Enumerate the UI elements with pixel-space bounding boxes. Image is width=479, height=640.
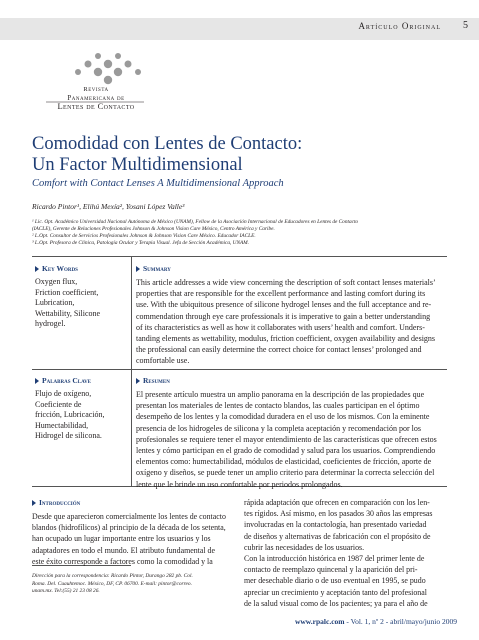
summary-line: comfortable use. [136, 356, 190, 366]
title-line-1: Comodidad con Lentes de Contacto: [32, 134, 303, 154]
footer-issue: - Vol. 1, nº 2 - abril/mayo/junio 2009 [344, 617, 457, 626]
resumen-heading [136, 376, 170, 385]
article-title [32, 134, 452, 176]
keywords-heading-text: Key Words [42, 264, 78, 273]
introduccion-heading-text: Introducción [39, 498, 81, 507]
resumen-line: presentan los materiales de lentes de contacto blandos, las cuales participan en el óptimo [136, 401, 420, 411]
summary-line: of its characteristics as well as how it collaborates with users’ health and comfort. Unders- [136, 322, 425, 332]
arrow-icon [136, 266, 140, 272]
introduccion-text [32, 511, 232, 567]
page-number: 5 [463, 20, 468, 31]
logo-line-1: Revista [83, 86, 109, 93]
summary-line: the professional can easily determine the correct choice for contact lenses’ prolonged and [136, 345, 422, 355]
arrow-icon [136, 378, 140, 384]
introduccion-heading [32, 498, 80, 507]
resumen-line: lentes y cómo participan en el grado de comodidad y salud para los usuarios. Comprendiendo [136, 446, 436, 456]
keyword: Oxygen flux, [35, 277, 78, 286]
body-line: de diseños y alternativas de fabricación con el propósito de [244, 531, 431, 541]
footer-url[interactable]: www.rpalc.com [294, 617, 345, 626]
footer [295, 617, 457, 626]
resumen-line: elementos como: humectabilidad, módulos de elasticidad, coeficientes de fricción, aporte de [136, 457, 432, 467]
logo-line-3: Lentes de Contacto [57, 101, 135, 111]
summary-line: tanding elements as wettability, modulus, friction coefficient, oxygen availability and designs [136, 334, 436, 344]
keywords-heading [35, 264, 78, 273]
body-line: Con la introducción histórica en 1987 del primer lente de [244, 554, 425, 564]
body-line: mer desechable diario o de uso eventual en 1995, se pudo [244, 576, 426, 586]
title-line-2: Un Factor Multidimensional [32, 155, 243, 175]
keyword: Hidrogel de silicona. [35, 431, 102, 441]
arrow-icon [32, 500, 36, 506]
keyword: hydrogel. [35, 319, 66, 329]
resumen-line: lente que le brinde un uso confortable por periodos prolongados. [136, 479, 343, 489]
summary-line: properties that are responsible for the excellent performance and lasting comfort during its [136, 289, 426, 299]
correspondence-line: unam.mx. Tel:(55) 21 23 08 26. [32, 588, 100, 594]
correspondence-note [32, 573, 225, 596]
keyword: fricción, Lubricación, [35, 410, 105, 420]
body-text-right [244, 497, 448, 609]
affiliation-line: (IACLE), Gerente de Relaciones Profesionales Johnson & Johnson Vision Care México, Centro América y Caribe. [32, 226, 275, 232]
summary-line: use. With the ubiquitous presence of silicone hydrogel lenses and the full acceptance and re- [136, 300, 432, 310]
resumen-line: presencia de los hidrogeles de silicona y la completa aceptación y recomendación por los [136, 423, 422, 433]
logo-line-2: Panamericana de [67, 94, 125, 102]
summary-text [136, 277, 448, 367]
arrow-icon [35, 378, 39, 384]
correspondence-line: Roma. Del. Cuauhtemoc. México, DF, CP. 06700. E-mail: pintor@correo. [32, 580, 192, 587]
keyword: Wettability, Silicone [35, 308, 101, 318]
body-line: contacto de reemplazo quincenal y la aparición del pri- [244, 565, 418, 575]
divider [32, 256, 447, 257]
palabras-clave-list [35, 389, 125, 442]
summary-line: commendation through eye care professionals it is imperative to gain a better understanding [136, 311, 431, 321]
body-line: rápida adaptación que ofrecen en comparación con los len- [244, 498, 430, 507]
correspondence-line: Dirección para la correspondencia: Ricardo Pintor, Durango 282 pb. Col. [32, 573, 193, 579]
body-line: tes rígidos. Así mismo, en los pasados 30 años las empresas [244, 509, 433, 519]
intro-line: Desde que aparecieron comercialmente los lentes de contacto [32, 512, 226, 521]
resumen-line: profesionales se requiere tener el mayor entendimiento de las características que ofrecen estos [136, 434, 437, 444]
article-subtitle: Comfort with Contact Lenses A Multidimensional Approach [32, 178, 284, 189]
journal-name [40, 86, 152, 110]
body-line: cubrir las necesidades de los usuarios. [244, 542, 365, 552]
intro-line: han ocupado un lugar importante entre los usuarios y los [32, 534, 211, 544]
affiliation-line: ¹ Lic. Opt. Académico Universidad Nacional Autónoma de México (UNAM), Fellow de la Asociación Internacional de Educadores en Lentes de Contacto [32, 219, 359, 225]
summary-heading-text: Summary [143, 264, 171, 273]
resumen-line: El presente artículo muestra un amplio panorama en la descripción de las propiedades que [136, 390, 425, 399]
body-line: de la salud visual como de los pacientes; ya para el año de [244, 598, 428, 608]
body-line: apreciar un crecimiento y aceptación tanto del profesional [244, 587, 427, 597]
divider [32, 369, 447, 370]
summary-line: This article addresses a wide view concerning the description of soft contact lenses materials’ [136, 278, 436, 287]
affiliation-line: ² L.Opt. Consultor de Servicios Profesionales Johnson & Johnson Vision Care México. Educador IACLE. [32, 233, 256, 239]
authors: Ricardo Pintor¹, Elihú Mexía², Yosani López Valle³ [32, 202, 185, 211]
column-divider [131, 256, 132, 486]
resumen-text [136, 389, 448, 490]
keyword: Friction coefficient, [35, 287, 99, 297]
body-line: involucradas en la contactología, han presentado variedad [244, 520, 427, 530]
resumen-heading-text: Resumen [143, 376, 170, 385]
keywords-list [35, 277, 125, 330]
palabras-clave-heading [35, 376, 91, 385]
intro-line: blandos (hidrofílicos) al principio de la década de los setenta, [32, 523, 226, 533]
summary-heading [136, 264, 171, 273]
affiliations [32, 219, 452, 247]
section-label: Artículo Original [358, 21, 441, 31]
intro-line: adaptadores en todo el mundo. El atributo fundamental de [32, 545, 215, 555]
keyword: Flujo de oxígeno, [35, 389, 92, 398]
intro-line: este éxito corresponde a factores como la comodidad y la [32, 556, 213, 566]
resumen-line: desempeño de los lentes y la comodidad duradera en el uso de los mismos. Con la eminente [136, 412, 430, 422]
keyword: Humectabilidad, [35, 420, 89, 430]
keyword: Coeficiente de [35, 399, 82, 409]
resumen-line: oxígeno y diseños, se puede tener un amplio criterio para determinar la correcta selección del [136, 468, 435, 478]
palabras-clave-heading-text: Palabras Clave [42, 376, 92, 385]
keyword: Lubrication, [35, 298, 75, 308]
affiliation-line: ³ L.Opt. Profesora de Clínica, Patología Ocular y Terapia Visual. Jefa de Sección Académica, UNAM. [32, 240, 249, 246]
arrow-icon [35, 266, 39, 272]
